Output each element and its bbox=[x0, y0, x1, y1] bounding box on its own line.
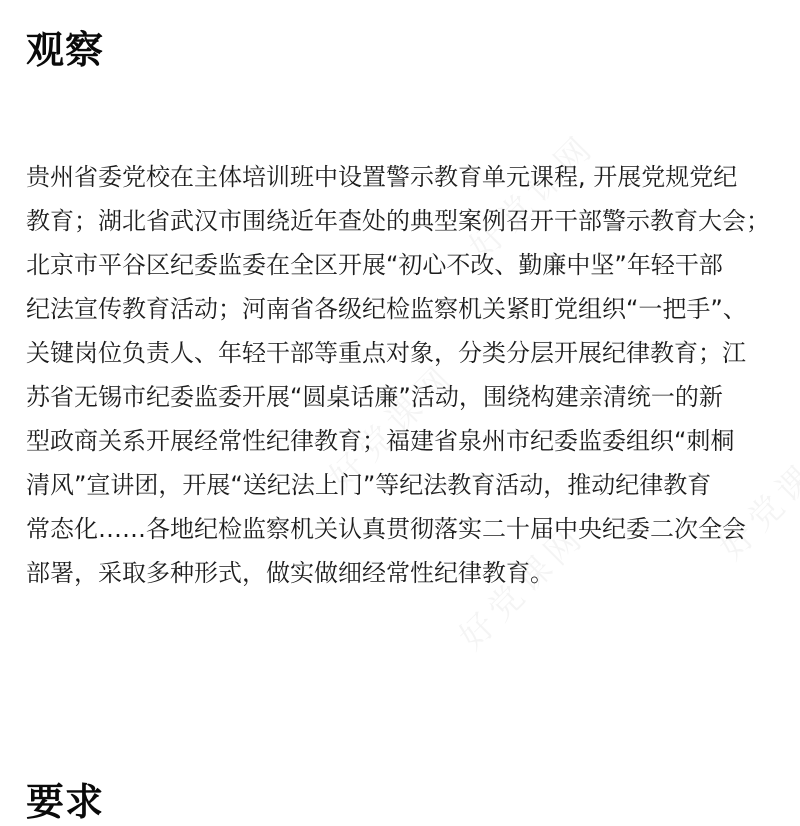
paragraph-line: 部署，采取多种形式，做实做细经常性纪律教育。 bbox=[26, 559, 554, 587]
paragraph-line: 型政商关系开展经常性纪律教育；福建省泉州市纪委监委组织“刺桐 bbox=[26, 427, 735, 455]
observation-paragraph bbox=[26, 155, 786, 595]
paragraph-line: 关键岗位负责人、年轻干部等重点对象，分类分层开展纪律教育；江 bbox=[26, 339, 746, 367]
section-heading-observation: 观察 bbox=[26, 28, 105, 72]
paragraph-line: 纪法宣传教育活动；河南省各级纪检监察机关紧盯党组织“一把手”、 bbox=[26, 295, 747, 323]
paragraph-line: 教育；湖北省武汉市围绕近年查处的典型案例召开干部警示教育大会； bbox=[26, 207, 770, 235]
paragraph-line: 常态化……各地纪检监察机关认真贯彻落实二十届中央纪委二次全会 bbox=[26, 515, 746, 543]
paragraph-line: 北京市平谷区纪委监委在全区开展“初心不改、勤廉中坚”年轻干部 bbox=[26, 251, 723, 279]
paragraph-line: 苏省无锡市纪委监委开展“圆桌话廉”活动，围绕构建亲清统一的新 bbox=[26, 383, 723, 411]
section-heading-requirements: 要求 bbox=[26, 780, 105, 824]
paragraph-line: 清风”宣讲团，开展“送纪法上门”等纪法教育活动，推动纪律教育 bbox=[26, 471, 712, 499]
paragraph-line: 贵州省委党校在主体培训班中设置警示教育单元课程, 开展党规党纪 bbox=[26, 163, 738, 191]
